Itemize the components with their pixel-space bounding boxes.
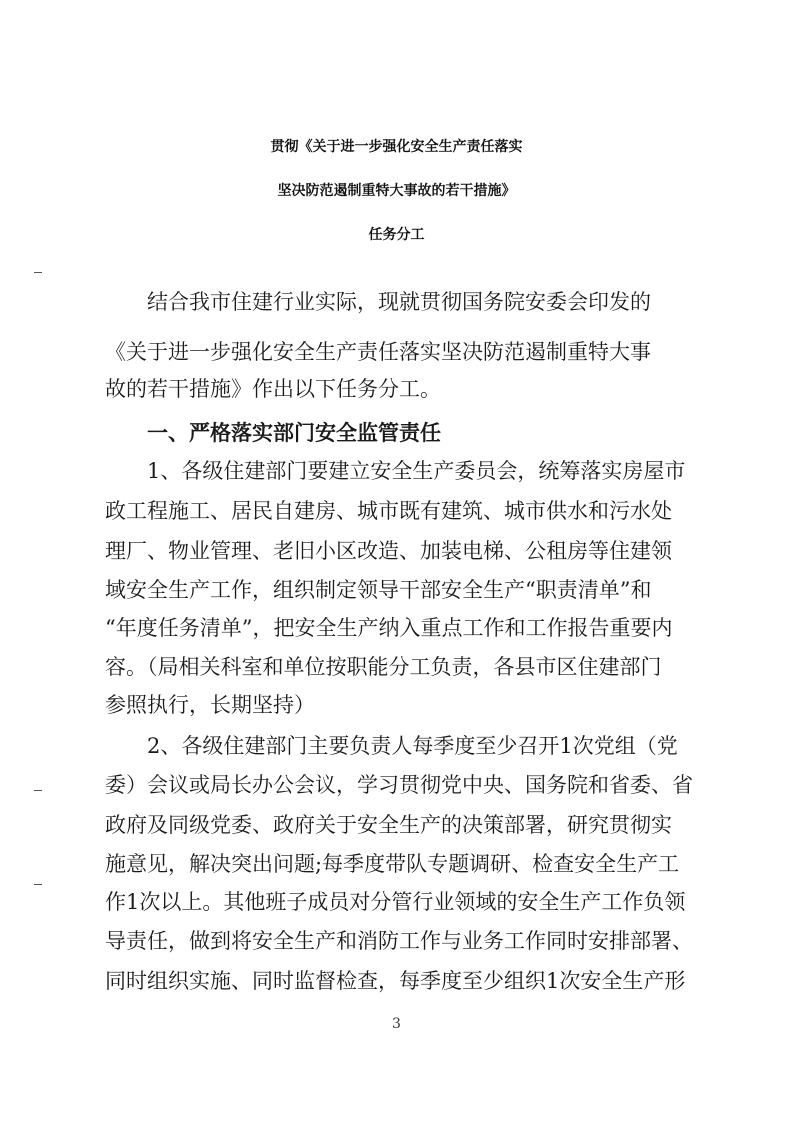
item-2-line: 2、各级住建部门主要负责人每季度至少召开1次党组（党 (147, 734, 678, 758)
page-number: 3 (392, 1016, 401, 1032)
item-1-line: 域安全生产工作，组织制定领导干部安全生产“职责清单”和 (105, 578, 652, 602)
intro-line: 《关于进一步强化安全生产责任落实坚决防范遏制重特大事 (105, 340, 651, 364)
item-2-line: 作1次以上。其他班子成员对分管行业领域的安全生产工作负领 (105, 890, 686, 914)
scan-artifact-mark (34, 272, 42, 273)
item-1-line: 理厂、物业管理、老旧小区改造、加装电梯、公租房等住建领 (105, 539, 672, 563)
item-1-line: 1、各级住建部门要建立安全生产委员会，统筹落实房屋市 (147, 459, 686, 483)
document-title-line-1: 贯彻《关于进一步强化安全生产责任落实 (270, 139, 523, 155)
item-1-line: “年度任务清单”，把安全生产纳入重点工作和工作报告重要内 (105, 616, 673, 640)
scan-artifact-mark (34, 884, 42, 885)
item-2-line: 导责任，做到将安全生产和消防工作与业务工作同时安排部署、 (105, 929, 693, 953)
scan-artifact-mark (34, 790, 42, 791)
item-1-line: 容。（局相关科室和单位按职能分工负责，各县市区住建部门 (105, 655, 662, 679)
item-2-line: 委）会议或局长办公会议，学习贯彻党中央、国务院和省委、省 (105, 773, 693, 797)
item-1-line: 参照执行，长期坚持） (105, 693, 315, 717)
document-title-line-2: 坚决防范遏制重特大事故的若干措施》 (277, 183, 516, 199)
item-2-line: 政府及同级党委、政府关于安全生产的决策部署，研究贯彻实 (105, 813, 672, 837)
item-2-line: 同时组织实施、同时监督检查，每季度至少组织1次安全生产形 (105, 969, 686, 993)
intro-line: 故的若干措施》作出以下任务分工。 (105, 377, 441, 401)
document-title-line-3: 任务分工 (368, 227, 425, 243)
item-2-line: 施意见，解决突出问题;每季度带队专题调研、检查安全生产工 (105, 852, 680, 876)
intro-line: 结合我市住建行业实际，现就贯彻国务院安委会印发的 (147, 290, 651, 314)
section-heading: 一、严格落实部门安全监管责任 (147, 421, 441, 445)
item-1-line: 政工程施工、居民自建房、城市既有建筑、城市供水和污水处 (105, 499, 672, 523)
